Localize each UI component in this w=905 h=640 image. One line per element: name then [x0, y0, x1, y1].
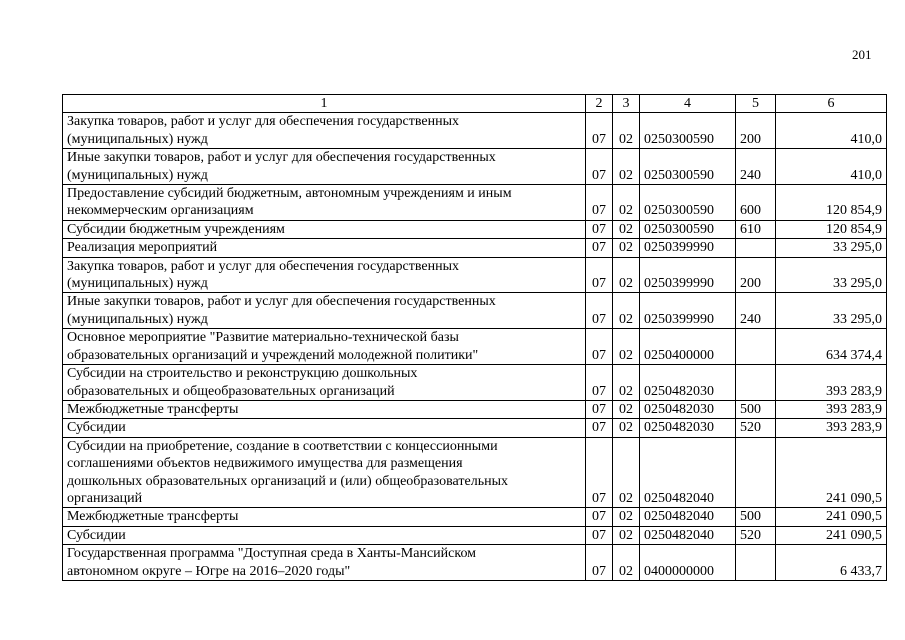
amount-cell: 33 295,0	[776, 239, 887, 257]
row-name-line: организаций	[67, 490, 143, 506]
column-header: 3	[613, 95, 640, 113]
amount-cell: 634 374,4	[776, 329, 887, 365]
row-name-line: (муниципальных) нужд	[67, 276, 208, 292]
amount-cell: 33 295,0	[776, 293, 887, 329]
subsection-code-cell: 02	[613, 149, 640, 185]
target-article-cell: 0250482030	[640, 419, 736, 437]
row-name-line: (муниципальных) нужд	[67, 167, 208, 183]
expense-type-cell	[736, 365, 776, 401]
row-name-cell	[63, 400, 586, 418]
subsection-code-cell: 02	[613, 185, 640, 221]
row-name-cell	[63, 113, 586, 149]
row-name-line: дошкольных образовательных организаций и (или) общеобразовательных	[67, 473, 508, 489]
amount-cell: 393 283,9	[776, 400, 887, 418]
row-name-cell	[63, 329, 586, 365]
expense-type-cell: 500	[736, 400, 776, 418]
row-name-line: образовательных организаций и учреждений молодежной политики"	[67, 347, 479, 363]
subsection-code-cell: 02	[613, 526, 640, 544]
column-header: 6	[776, 95, 887, 113]
table-row	[63, 149, 887, 185]
subsection-code-cell: 02	[613, 400, 640, 418]
section-code-cell: 07	[586, 257, 613, 293]
amount-cell: 410,0	[776, 149, 887, 185]
target-article-cell: 0250399990	[640, 239, 736, 257]
expense-type-cell: 200	[736, 113, 776, 149]
table-body	[63, 113, 887, 581]
row-name-line: соглашениями объектов недвижимого имущества для размещения	[67, 456, 463, 472]
subsection-code-cell: 02	[613, 508, 640, 526]
row-name-line: образовательных и общеобразовательных организаций	[67, 383, 395, 399]
expense-type-cell: 500	[736, 508, 776, 526]
row-name-cell	[63, 257, 586, 293]
expense-type-cell: 520	[736, 419, 776, 437]
expense-type-cell: 600	[736, 185, 776, 221]
section-code-cell: 07	[586, 329, 613, 365]
target-article-cell: 0250482040	[640, 508, 736, 526]
row-name-line: (муниципальных) нужд	[67, 311, 208, 327]
column-header: 5	[736, 95, 776, 113]
row-name-line: Закупка товаров, работ и услуг для обеспечения государственных	[67, 258, 460, 274]
column-header: 4	[640, 95, 736, 113]
amount-cell: 6 433,7	[776, 545, 887, 581]
target-article-cell: 0250482030	[640, 400, 736, 418]
subsection-code-cell: 02	[613, 329, 640, 365]
target-article-cell: 0250482040	[640, 526, 736, 544]
row-name-cell	[63, 185, 586, 221]
table-row	[63, 257, 887, 293]
table-row	[63, 437, 887, 508]
expense-type-cell: 240	[736, 293, 776, 329]
expense-type-cell: 200	[736, 257, 776, 293]
amount-cell: 241 090,5	[776, 508, 887, 526]
target-article-cell: 0250399990	[640, 293, 736, 329]
expense-type-cell	[736, 239, 776, 257]
column-header: 2	[586, 95, 613, 113]
expense-type-cell	[736, 437, 776, 508]
target-article-cell: 0250399990	[640, 257, 736, 293]
row-name-cell	[63, 437, 586, 508]
row-name-line: Реализация мероприятий	[67, 240, 218, 256]
expense-type-cell: 520	[736, 526, 776, 544]
table-row	[63, 545, 887, 581]
row-name-line: Субсидии на приобретение, создание в соответствии с концессионными	[67, 438, 498, 454]
section-code-cell: 07	[586, 293, 613, 329]
section-code-cell: 07	[586, 365, 613, 401]
row-name-cell	[63, 508, 586, 526]
row-name-line: Субсидии на строительство и реконструкцию дошкольных	[67, 366, 418, 382]
section-code-cell: 07	[586, 526, 613, 544]
row-name-line: Субсидии	[67, 420, 126, 436]
table-row	[63, 185, 887, 221]
amount-cell: 120 854,9	[776, 185, 887, 221]
budget-table	[62, 94, 887, 581]
subsection-code-cell: 02	[613, 545, 640, 581]
target-article-cell: 0250300590	[640, 113, 736, 149]
section-code-cell: 07	[586, 113, 613, 149]
section-code-cell: 07	[586, 437, 613, 508]
row-name-cell	[63, 220, 586, 238]
row-name-line: Межбюджетные трансферты	[67, 509, 239, 525]
table-row	[63, 508, 887, 526]
expense-type-cell	[736, 329, 776, 365]
expense-type-cell: 240	[736, 149, 776, 185]
page-number: 201	[852, 47, 872, 62]
row-name-line: Межбюджетные трансферты	[67, 401, 239, 417]
row-name-line: Субсидии	[67, 527, 126, 543]
subsection-code-cell: 02	[613, 419, 640, 437]
subsection-code-cell: 02	[613, 365, 640, 401]
section-code-cell: 07	[586, 149, 613, 185]
row-name-line: Закупка товаров, работ и услуг для обеспечения государственных	[67, 114, 460, 130]
column-header: 1	[63, 95, 586, 113]
table-row	[63, 419, 887, 437]
row-name-cell	[63, 365, 586, 401]
table-row	[63, 329, 887, 365]
section-code-cell: 07	[586, 400, 613, 418]
subsection-code-cell: 02	[613, 257, 640, 293]
expense-type-cell: 610	[736, 220, 776, 238]
table-row	[63, 113, 887, 149]
amount-cell: 393 283,9	[776, 419, 887, 437]
row-name-cell	[63, 526, 586, 544]
row-name-cell	[63, 149, 586, 185]
table-row	[63, 365, 887, 401]
section-code-cell: 07	[586, 220, 613, 238]
target-article-cell: 0250482030	[640, 365, 736, 401]
row-name-line: Иные закупки товаров, работ и услуг для обеспечения государственных	[67, 294, 496, 310]
target-article-cell: 0250300590	[640, 149, 736, 185]
table-row	[63, 400, 887, 418]
subsection-code-cell: 02	[613, 113, 640, 149]
target-article-cell: 0250482040	[640, 437, 736, 508]
row-name-line: Государственная программа "Доступная среда в Ханты-Мансийском	[67, 546, 477, 562]
section-code-cell: 07	[586, 185, 613, 221]
subsection-code-cell: 02	[613, 437, 640, 508]
target-article-cell: 0250300590	[640, 185, 736, 221]
target-article-cell: 0250300590	[640, 220, 736, 238]
section-code-cell: 07	[586, 545, 613, 581]
row-name-line: Основное мероприятие "Развитие материально-технической базы	[67, 330, 459, 346]
amount-cell: 410,0	[776, 113, 887, 149]
row-name-cell	[63, 239, 586, 257]
expense-type-cell	[736, 545, 776, 581]
table-row	[63, 220, 887, 238]
row-name-cell	[63, 545, 586, 581]
amount-cell: 393 283,9	[776, 365, 887, 401]
amount-cell: 120 854,9	[776, 220, 887, 238]
amount-cell: 241 090,5	[776, 526, 887, 544]
subsection-code-cell: 02	[613, 239, 640, 257]
amount-cell: 241 090,5	[776, 437, 887, 508]
table-row	[63, 293, 887, 329]
table-row	[63, 526, 887, 544]
target-article-cell: 0400000000	[640, 545, 736, 581]
subsection-code-cell: 02	[613, 220, 640, 238]
target-article-cell: 0250400000	[640, 329, 736, 365]
row-name-cell	[63, 293, 586, 329]
row-name-cell	[63, 419, 586, 437]
row-name-line: (муниципальных) нужд	[67, 131, 208, 147]
amount-cell: 33 295,0	[776, 257, 887, 293]
row-name-line: Иные закупки товаров, работ и услуг для обеспечения государственных	[67, 150, 496, 166]
section-code-cell: 07	[586, 239, 613, 257]
section-code-cell: 07	[586, 508, 613, 526]
row-name-line: автономном округе – Югре на 2016–2020 годы"	[67, 563, 351, 579]
section-code-cell: 07	[586, 419, 613, 437]
row-name-line: некоммерческим организациям	[67, 203, 254, 219]
table-header-row	[63, 95, 887, 113]
table-row	[63, 239, 887, 257]
row-name-line: Предоставление субсидий бюджетным, автономным учреждениям и иным	[67, 186, 512, 202]
subsection-code-cell: 02	[613, 293, 640, 329]
row-name-line: Субсидии бюджетным учреждениям	[67, 221, 285, 237]
